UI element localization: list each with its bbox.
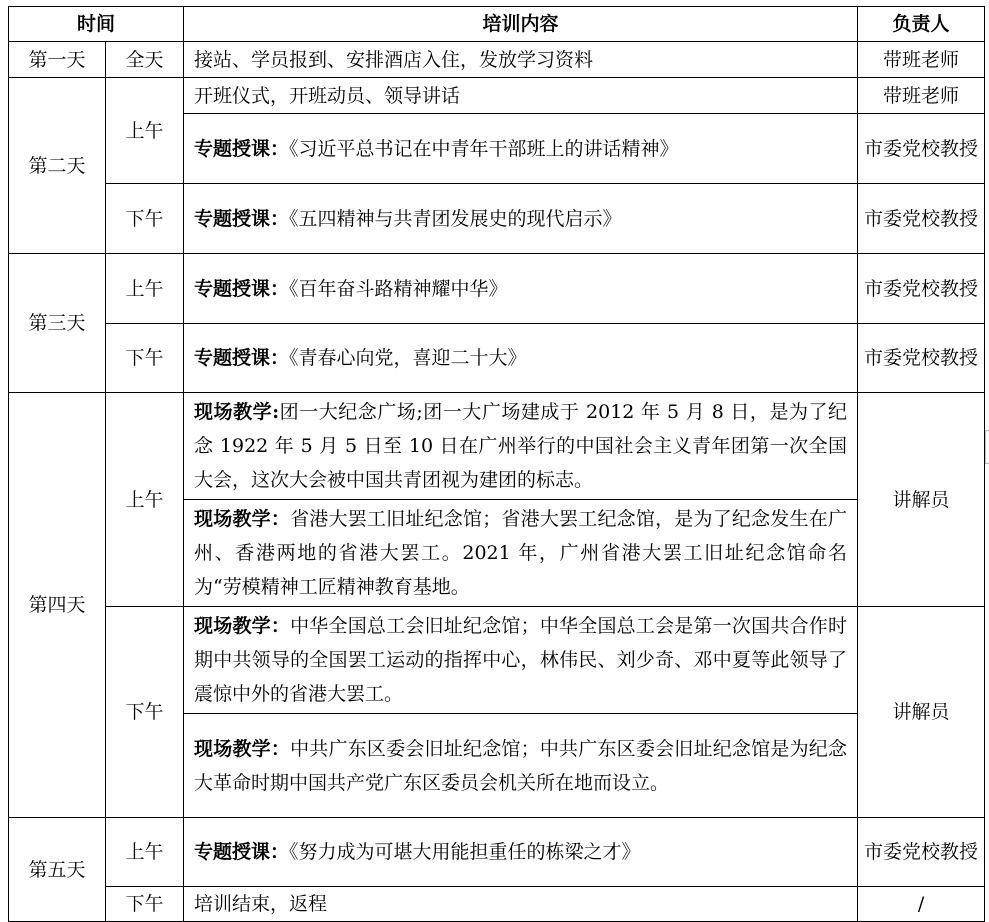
table-row bbox=[9, 818, 985, 887]
responsible-cell: 市委党校教授 bbox=[858, 114, 985, 184]
session-description: 中共广东区委会旧址纪念馆；中共广东区委会旧址纪念馆是为纪念大革命时期中国共产党广东区委员会机关所在地而设立。 bbox=[194, 737, 847, 794]
session-content bbox=[184, 184, 858, 254]
session-content bbox=[184, 324, 858, 393]
session-description: 团一大纪念广场;团一大广场建成于 2012 年 5 月 8 日，是为了纪念 1922 年 5 月 5 日至 10 日在广州举行的中国社会主义青年团第一次全国大会，这次大会被中国共青团视为建团的标志。 bbox=[194, 401, 848, 491]
responsible-cell: 市委党校教授 bbox=[858, 254, 985, 324]
table-row bbox=[9, 254, 985, 324]
period-label: 上午 bbox=[106, 78, 184, 184]
period-label: 全天 bbox=[106, 42, 184, 78]
session-content bbox=[184, 114, 858, 184]
session-content bbox=[184, 607, 858, 714]
responsible-cell: 讲解员 bbox=[858, 393, 985, 607]
session-title: 《青春心向党，喜迎二十大》 bbox=[289, 347, 527, 369]
responsible-cell: / bbox=[858, 887, 985, 922]
session-content bbox=[184, 818, 858, 887]
responsible-cell: 讲解员 bbox=[858, 607, 985, 818]
session-content bbox=[184, 714, 858, 818]
table-row bbox=[9, 42, 985, 78]
session-content bbox=[184, 500, 858, 607]
session-content: 培训结束，返程 bbox=[184, 887, 858, 922]
day-label: 第二天 bbox=[9, 78, 106, 254]
session-type: 现场教学: bbox=[194, 401, 280, 423]
day-label: 第五天 bbox=[9, 818, 106, 922]
session-type: 专题授课： bbox=[194, 347, 290, 369]
session-type: 专题授课： bbox=[194, 841, 290, 863]
session-type: 专题授课： bbox=[194, 277, 290, 300]
session-content bbox=[184, 254, 858, 324]
period-label: 上午 bbox=[106, 818, 184, 887]
session-title: 《五四精神与共青团发展史的现代启示》 bbox=[289, 207, 622, 230]
period-label: 下午 bbox=[106, 887, 184, 922]
training-schedule-table bbox=[8, 6, 985, 922]
table-row bbox=[9, 78, 985, 114]
session-description: 中华全国总工会旧址纪念馆；中华全国总工会是第一次国共合作时期中共领导的全国罢工运动的指挥中心，林伟民、刘少奇、邓中夏等此领导了震惊中外的省港大罢工。 bbox=[194, 615, 848, 705]
day-label: 第三天 bbox=[9, 254, 106, 393]
period-label: 下午 bbox=[106, 607, 184, 818]
session-type: 现场教学： bbox=[194, 737, 291, 760]
session-content: 接站、学员报到、安排酒店入住，发放学习资料 bbox=[184, 42, 858, 78]
period-label: 上午 bbox=[106, 393, 184, 607]
responsible-cell: 市委党校教授 bbox=[858, 818, 985, 887]
margin-bracket-mark bbox=[985, 430, 989, 464]
responsible-cell: 市委党校教授 bbox=[858, 324, 985, 393]
table-row bbox=[9, 887, 985, 922]
session-type: 专题授课： bbox=[194, 207, 290, 230]
session-title: 《百年奋斗路精神耀中华》 bbox=[289, 277, 508, 300]
header-time: 时间 bbox=[9, 7, 184, 42]
session-title: 《努力成为可堪大用能担重任的栋梁之才》 bbox=[289, 841, 641, 863]
responsible-cell: 市委党校教授 bbox=[858, 184, 985, 254]
session-content bbox=[184, 393, 858, 500]
header-content: 培训内容 bbox=[184, 7, 858, 42]
session-type: 现场教学： bbox=[194, 508, 291, 530]
header-responsible: 负责人 bbox=[858, 7, 985, 42]
table-row bbox=[9, 324, 985, 393]
responsible-cell: 带班老师 bbox=[858, 78, 985, 114]
period-label: 上午 bbox=[106, 254, 184, 324]
responsible-cell: 带班老师 bbox=[858, 42, 985, 78]
session-description: 省港大罢工旧址纪念馆；省港大罢工纪念馆，是为了纪念发生在广州、香港两地的省港大罢工。2021 年，广州省港大罢工旧址纪念馆命名为“劳模精神工匠精神教育基地。 bbox=[194, 508, 848, 598]
day-label: 第一天 bbox=[9, 42, 106, 78]
session-type: 专题授课： bbox=[194, 137, 290, 160]
period-label: 下午 bbox=[106, 324, 184, 393]
table-row bbox=[9, 607, 985, 714]
day-label: 第四天 bbox=[9, 393, 106, 818]
session-type: 现场教学： bbox=[194, 615, 291, 637]
period-label: 下午 bbox=[106, 184, 184, 254]
table-row bbox=[9, 184, 985, 254]
table-row bbox=[9, 393, 985, 500]
session-content: 开班仪式，开班动员、领导讲话 bbox=[184, 78, 858, 114]
session-title: 《习近平总书记在中青年干部班上的讲话精神》 bbox=[289, 137, 679, 160]
header-row bbox=[9, 7, 985, 42]
